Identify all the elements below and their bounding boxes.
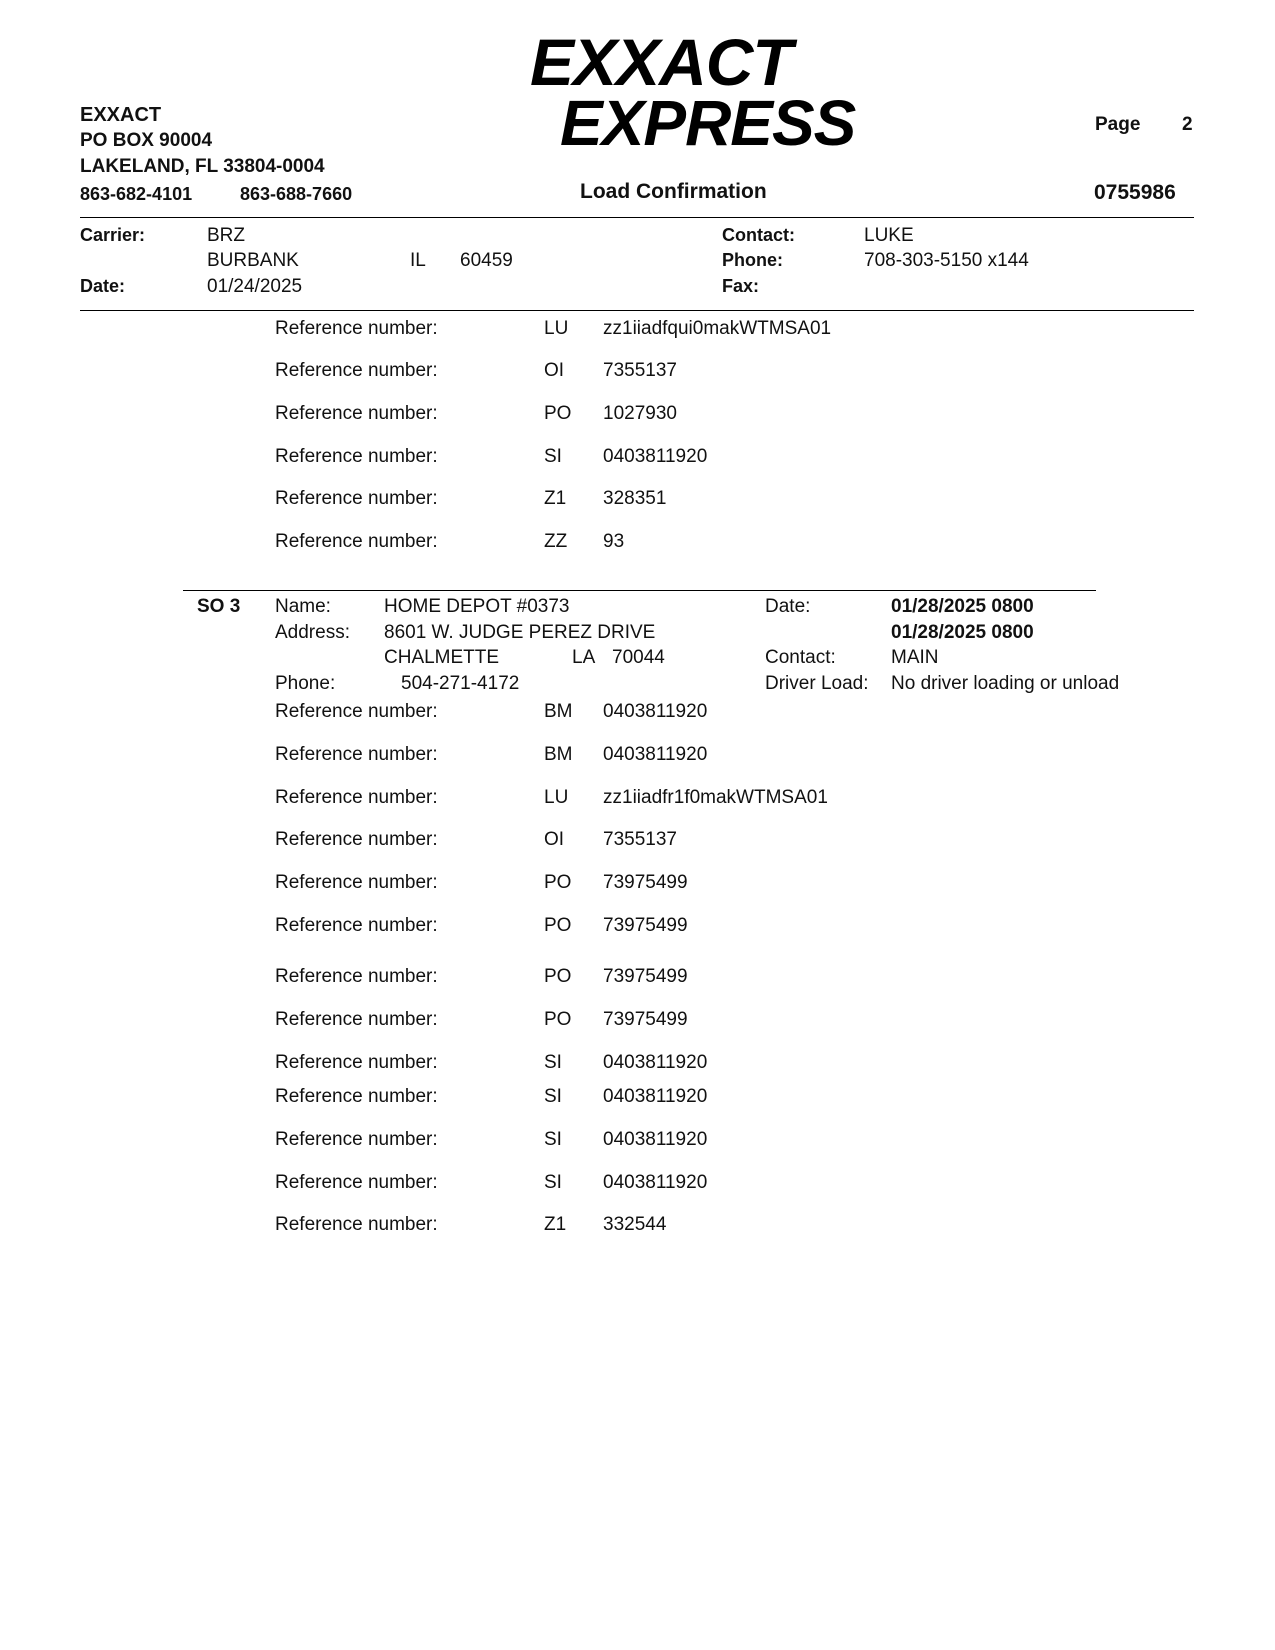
reference-code: SI [544, 1172, 562, 1193]
document-title: Load Confirmation [580, 180, 767, 203]
reference-code: PO [544, 915, 572, 936]
carrier-date-label: Date: [80, 276, 126, 296]
carrier-date: 01/24/2025 [207, 276, 303, 297]
phone-value: 708-303-5150 x144 [864, 250, 1029, 271]
list-item [0, 531, 1275, 555]
reference-label: Reference number: [275, 318, 438, 339]
contact-value: LUKE [864, 225, 914, 246]
exxact-express-logo [530, 24, 856, 164]
reference-value: 1027930 [603, 403, 677, 424]
carrier-state: IL [410, 250, 426, 271]
list-item [0, 488, 1275, 512]
reference-label: Reference number: [275, 531, 438, 552]
list-item [0, 966, 1275, 990]
stop-state: LA [572, 647, 596, 668]
reference-label: Reference number: [275, 1086, 438, 1107]
reference-code: OI [544, 360, 565, 381]
list-item [0, 1052, 1275, 1076]
list-item [0, 1172, 1275, 1196]
reference-label: Reference number: [275, 1172, 438, 1193]
reference-label: Reference number: [275, 915, 438, 936]
list-item [0, 446, 1275, 470]
reference-code: PO [544, 403, 572, 424]
stop-phone: 504-271-4172 [401, 673, 520, 694]
reference-label: Reference number: [275, 1214, 438, 1235]
company-name: EXXACT [80, 104, 162, 126]
reference-code: ZZ [544, 531, 568, 552]
reference-label: Reference number: [275, 403, 438, 424]
list-item [0, 1129, 1275, 1153]
phone-label: Phone: [722, 250, 783, 270]
reference-label: Reference number: [275, 701, 438, 722]
stop-phone-label: Phone: [275, 673, 336, 694]
reference-value: 0403811920 [603, 1086, 708, 1107]
reference-code: SI [544, 1129, 562, 1150]
list-item [0, 829, 1275, 853]
reference-label: Reference number: [275, 872, 438, 893]
reference-label: Reference number: [275, 787, 438, 808]
page-number: 2 [1182, 114, 1193, 135]
stop-divider [183, 590, 1096, 591]
reference-value: 0403811920 [603, 1129, 708, 1150]
reference-label: Reference number: [275, 488, 438, 509]
list-item [0, 744, 1275, 768]
reference-value: 0403811920 [603, 446, 708, 467]
carrier-divider [80, 310, 1194, 311]
reference-label: Reference number: [275, 446, 438, 467]
stop-name: HOME DEPOT #0373 [384, 596, 570, 617]
contact-label: Contact: [722, 225, 795, 245]
stop-address: 8601 W. JUDGE PEREZ DRIVE [384, 622, 656, 643]
list-item [0, 360, 1275, 384]
reference-value: 0403811920 [603, 744, 708, 765]
reference-code: SI [544, 446, 562, 467]
list-item [0, 1009, 1275, 1033]
reference-value: 73975499 [603, 915, 688, 936]
stop-id: SO 3 [197, 596, 241, 617]
load-number: 0755986 [1094, 181, 1176, 204]
stop-address-label: Address: [275, 622, 350, 643]
reference-value: 93 [603, 531, 625, 552]
stop-date-1: 01/28/2025 0800 [891, 596, 1034, 617]
reference-value: 73975499 [603, 966, 688, 987]
driver-load-label: Driver Load: [765, 673, 869, 694]
page-label: Page [1095, 114, 1141, 135]
reference-value: 7355137 [603, 360, 677, 381]
reference-code: Z1 [544, 488, 567, 509]
reference-code: PO [544, 1009, 572, 1030]
list-item [0, 872, 1275, 896]
logo-line2: EXPRESS [560, 87, 856, 159]
reference-value: 0403811920 [603, 701, 708, 722]
reference-code: PO [544, 872, 572, 893]
carrier-code: BRZ [207, 225, 245, 246]
carrier-zip: 60459 [460, 250, 513, 271]
reference-label: Reference number: [275, 744, 438, 765]
reference-code: SI [544, 1086, 562, 1107]
company-fax: 863-688-7660 [240, 184, 353, 204]
stop-date-2: 01/28/2025 0800 [891, 622, 1034, 643]
carrier-label: Carrier: [80, 225, 146, 245]
reference-code: LU [544, 318, 569, 339]
reference-label: Reference number: [275, 829, 438, 850]
reference-value: 0403811920 [603, 1052, 708, 1073]
reference-value: zz1iiadfr1f0makWTMSA01 [603, 787, 828, 808]
stop-city: CHALMETTE [384, 647, 500, 668]
list-item [0, 1086, 1275, 1110]
reference-value: 332544 [603, 1214, 667, 1235]
header-divider [80, 217, 1194, 218]
reference-code: BM [544, 701, 573, 722]
list-item [0, 701, 1275, 725]
company-address-line1: PO BOX 90004 [80, 130, 213, 151]
stop-date-label: Date: [765, 596, 811, 617]
list-item [0, 403, 1275, 427]
reference-code: BM [544, 744, 573, 765]
reference-value: 0403811920 [603, 1172, 708, 1193]
reference-label: Reference number: [275, 1009, 438, 1030]
logo-line1: EXXACT [530, 25, 792, 99]
reference-label: Reference number: [275, 1129, 438, 1150]
stop-name-label: Name: [275, 596, 331, 617]
company-phone: 863-682-4101 [80, 184, 193, 204]
reference-value: zz1iiadfqui0makWTMSA01 [603, 318, 832, 339]
reference-value: 328351 [603, 488, 667, 509]
list-item [0, 915, 1275, 939]
stop-contact-label: Contact: [765, 647, 836, 668]
reference-label: Reference number: [275, 966, 438, 987]
reference-label: Reference number: [275, 360, 438, 381]
reference-value: 73975499 [603, 872, 688, 893]
stop-zip: 70044 [612, 647, 665, 668]
list-item [0, 787, 1275, 811]
carrier-city: BURBANK [207, 250, 299, 271]
company-address-line2: LAKELAND, FL 33804-0004 [80, 156, 325, 177]
list-item [0, 318, 1275, 342]
reference-code: PO [544, 966, 572, 987]
fax-label: Fax: [722, 276, 760, 296]
reference-value: 73975499 [603, 1009, 688, 1030]
reference-label: Reference number: [275, 1052, 438, 1073]
reference-code: LU [544, 787, 569, 808]
list-item [0, 1214, 1275, 1238]
reference-value: 7355137 [603, 829, 677, 850]
driver-load-value: No driver loading or unload [891, 673, 1120, 694]
reference-code: OI [544, 829, 565, 850]
reference-code: Z1 [544, 1214, 567, 1235]
stop-contact: MAIN [891, 647, 939, 668]
reference-code: SI [544, 1052, 562, 1073]
